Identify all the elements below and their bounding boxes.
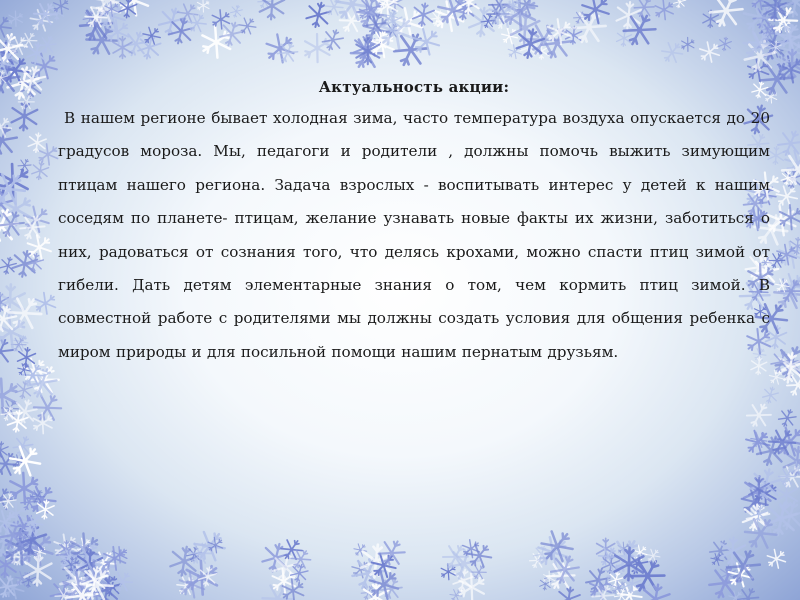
snowflake-icon bbox=[736, 585, 761, 600]
snowflake-icon bbox=[696, 39, 723, 66]
snowflake-icon bbox=[230, 4, 244, 19]
snowflake-icon bbox=[305, 0, 332, 30]
snowflake-icon bbox=[778, 149, 800, 191]
snowflake-icon bbox=[31, 161, 49, 181]
slide-heading: Актуальность акции: bbox=[318, 78, 510, 96]
snowflake-icon bbox=[195, 0, 212, 14]
snowflake-icon bbox=[109, 544, 130, 565]
snowflake-icon bbox=[17, 157, 33, 174]
snowflake-icon bbox=[718, 36, 732, 51]
snowflake-icon bbox=[24, 481, 60, 518]
snowflake-icon bbox=[673, 0, 687, 9]
snowflake-icon bbox=[259, 0, 285, 20]
snowflake-icon bbox=[506, 43, 525, 61]
snowflake-icon bbox=[18, 212, 48, 243]
slide-paragraph: В нашем регионе бывает холодная зима, часто температура воздуха опускается до 20 градусов мороза. Мы, педагоги и родители , должны помочь выжить зимующим птицам нашего региона. Задача взрослых - воспитывать интерес у детей к нашим соседям по планете- птицам, желание узнавать новые факты их жизни, заботиться о них, радоваться от сознания того, что делясь крохами, можно спасти птиц зимой от гибели. Дать детям элементарные знания о том, чем кормить птиц зимой. В совместной работе с родителями мы должны создать условия для общения ребенка с миром природы и для посильной помощи нашим пернатым друзьям. bbox=[58, 109, 770, 361]
text-panel bbox=[58, 74, 770, 434]
snowflake-icon bbox=[764, 546, 789, 571]
snowflake-icon bbox=[321, 27, 345, 53]
snowflake-icon bbox=[773, 182, 800, 210]
snowflake-icon bbox=[28, 132, 47, 153]
snowflake-icon bbox=[29, 410, 56, 437]
snowflake-icon bbox=[632, 0, 656, 20]
snowflake-icon bbox=[110, 569, 135, 595]
snowflake-icon bbox=[0, 256, 17, 276]
snowflake-icon bbox=[539, 23, 576, 62]
snowflake-icon bbox=[352, 541, 369, 558]
snowflake-icon bbox=[208, 7, 233, 31]
snowflake-icon bbox=[6, 9, 26, 28]
snowflake-icon bbox=[679, 36, 697, 54]
snowflake-icon bbox=[464, 540, 495, 572]
snowflake-icon bbox=[236, 15, 258, 38]
snowflake-icon bbox=[777, 407, 798, 429]
snowflake-icon bbox=[659, 39, 686, 67]
snowflake-icon bbox=[768, 146, 785, 165]
snowflake-icon bbox=[724, 545, 763, 587]
